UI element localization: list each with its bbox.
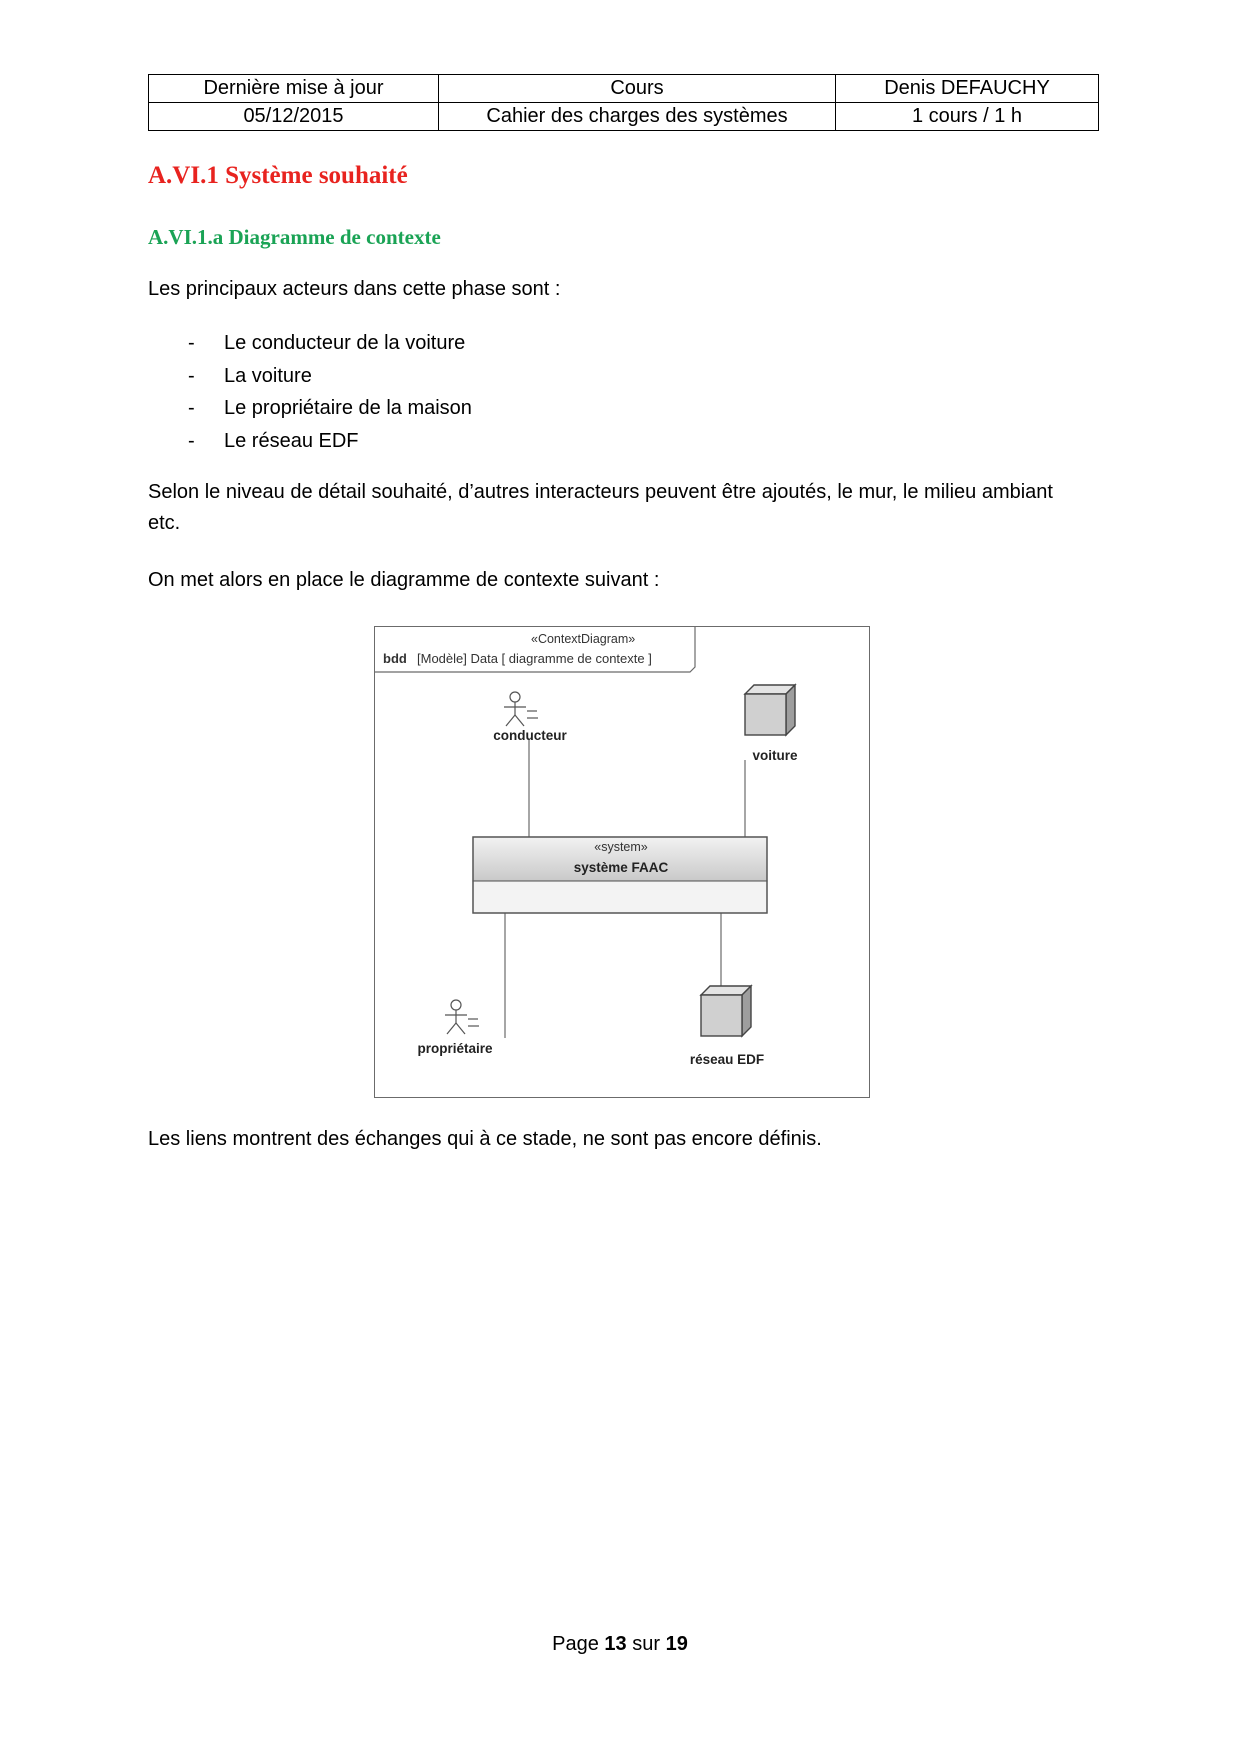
page-footer [0,1633,1240,1656]
list-dash: - [188,332,195,354]
section-title: A.VI.1 Système souhaité [148,162,408,189]
list-item [148,425,472,458]
selon-paragraph: Selon le niveau de détail souhaité, d’autres interacteurs peuvent être ajoutés, le mur, le milieu ambiant [148,481,1053,503]
list-dash: - [188,364,195,387]
list-item [148,392,472,425]
reseau-cube-icon [701,986,751,1036]
frame-label: [Modèle] Data [ diagramme de contexte ] [417,651,652,666]
header-cell: Dernière mise à jour [149,75,439,103]
system-name: système FAAC [573,860,669,875]
voiture-cube-icon [745,685,795,735]
footer-prefix: Page [552,1633,599,1655]
block-reseau-label: réseau EDF [689,1052,765,1067]
frame-kind: bdd [383,651,407,666]
header-cell: Cahier des charges des systèmes [439,103,836,131]
context-diagram [374,626,870,1098]
list-item-text: Le conducteur de la voiture [224,332,466,354]
list-item-text: La voiture [224,364,312,387]
intro-paragraph: Les principaux acteurs dans cette phase sont : [148,278,561,300]
footer-total-pages: 19 [665,1633,688,1655]
list-item [148,360,472,393]
header-cell: 1 cours / 1 h [836,103,1099,131]
list-item-text: Le propriétaire de la maison [224,397,472,419]
list-item [148,327,472,360]
context-diagram-svg [375,627,871,1099]
actor-conducteur-icon [504,692,538,726]
list-dash: - [188,397,195,419]
frame-stereotype: «ContextDiagram» [531,632,636,646]
footer-current-page: 13 [604,1633,627,1655]
actor-proprietaire-label: propriétaire [417,1041,493,1056]
list-item-text: Le réseau EDF [224,429,359,452]
list-dash: - [188,429,195,452]
conclusion-paragraph: Les liens montrent des échanges qui à ce stade, ne sont pas encore définis. [148,1128,822,1150]
subsection-title: A.VI.1.a Diagramme de contexte [148,225,441,249]
header-row [149,103,1099,131]
on-met-paragraph: On met alors en place le diagramme de contexte suivant : [148,569,660,591]
system-stereotype: «system» [594,840,648,854]
actor-proprietaire-icon [445,1000,479,1034]
footer-middle: sur [632,1633,661,1655]
selon-paragraph-end: etc. [148,512,181,534]
header-cell: Denis DEFAUCHY [836,75,1099,103]
actors-list [148,327,472,457]
header-table [148,74,1099,131]
block-voiture-label: voiture [752,748,798,763]
header-row [149,75,1099,103]
actor-conducteur-label: conducteur [493,728,567,743]
header-cell: 05/12/2015 [149,103,439,131]
header-cell: Cours [439,75,836,103]
